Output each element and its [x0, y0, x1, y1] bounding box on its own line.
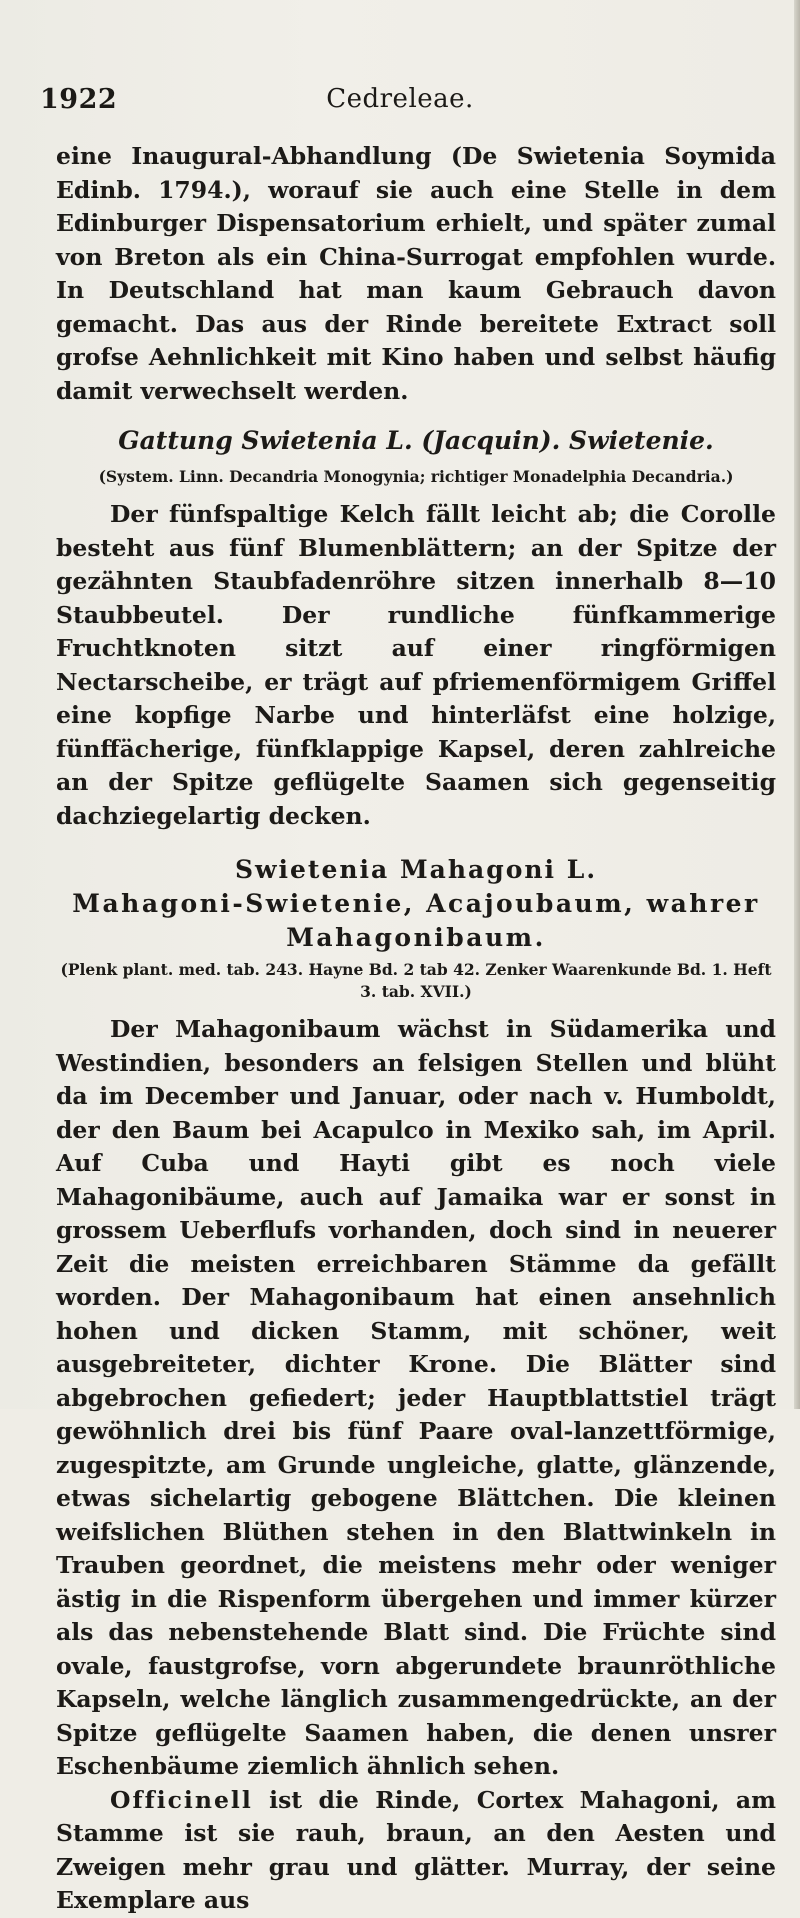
- officinal-label: Officinell: [110, 1785, 253, 1814]
- genus-heading: Gattung Swietenia L. (Jacquin). Swietenie.: [118, 426, 714, 455]
- page-edge: [794, 0, 800, 1409]
- species-description: Der Mahagonibaum wächst in Südamerika und Westindien, besonders an felsigen Stellen und blüht da im December und Januar, oder nach v. Humboldt, der den Baum bei Acapulco in Mexiko sah, im April. Auf Cuba und Hayti gibt es noch viele Mahagonibäume, auch auf Jamaika war er sonst in grossem Ueberflufs vorhanden, doch sind in neuerer Zeit die meisten erreichbaren Stämme da gefällt worden. Der Mahagonibaum hat einen ansehnlich hohen und dicken Stamm, mit schöner, weit ausgebreiteter, dichter Krone. Die Blätter sind abgebrochen gefiedert; jeder Hauptblattstiel trägt gewöhnlich drei bis fünf Paare oval-lanzettförmige, zugespitzte, am Grunde ungleiche, glatte, glänzende, etwas sichelartig gebogene Blättchen. Die kleinen weifslichen Blüthen stehen in den Blattwinkeln in Trauben geordnet, die meistens mehr oder weniger ästig in die Rispenform übergehen und immer kürzer als das nebenstehende Blatt sind. Die Früchte sind ovale, faustgrofse, vorn abgerundete braunröthliche Kapseln, welche länglich zusammengedrückte, an der Spitze geflügelte Saamen haben, die denen unsrer Eschenbäume ziemlich ähnlich sehen.: [56, 1015, 776, 1780]
- page-body: [56, 140, 776, 1918]
- species-heading: Swietenia Mahagoni L.: [234, 855, 598, 884]
- genus-description: Der fünfspaltige Kelch fällt leicht ab; die Corolle besteht aus fünf Blumenblättern; an der Spitze der gezähnten Staubfadenröhre sitzen innerhalb 8—10 Staubbeutel. Der rundliche fünfkammerige Fruchtknoten sitzt auf einer ringförmigen Nectarscheibe, er trägt auf pfriemenförmigem Griffel eine kopfige Narbe und hinterläfst eine holzige, fünffächerige, fünfklappige Kapsel, deren zahlreiche an der Spitze geflügelte Saamen sich gegenseitig dachziegelartig decken.: [56, 500, 776, 830]
- intro-paragraph: eine Inaugural-Abhandlung (De Swietenia Soymida Edinb. 1794.), worauf sie auch eine Stelle in dem Edinburger Dispensatorium erhielt, und später zumal von Breton als ein China-Surrogat empfohlen wurde. In Deutschland hat man kaum Gebrauch davon gemacht. Das aus der Rinde bereitete Extract soll grofse Aehnlichkeit mit Kino haben und selbst häufig damit verwechselt werden.: [56, 142, 776, 405]
- species-references: (Plenk plant. med. tab. 243. Hayne Bd. 2 tab 42. Zenker Waarenkunde Bd. 1. Heft 3. tab. XVII.): [60, 960, 772, 1001]
- species-common-names: Mahagoni-Swietenie, Acajoubaum, wahrer Mahagonibaum.: [72, 889, 760, 952]
- officinal-paragraph: [56, 1784, 776, 1918]
- page-number: 1922: [40, 84, 118, 115]
- officinal-text: ist die Rinde, Cortex Mahagoni, am Stamme ist sie rauh, braun, an den Aesten und Zweigen mehr grau und glätter. Murray, der seine Exemplare aus: [56, 1785, 777, 1914]
- genus-system-note: (System. Linn. Decandria Monogynia; richtiger Monadelphia Decandria.): [98, 467, 734, 486]
- page-header: [40, 84, 760, 124]
- running-head: Cedreleae.: [326, 84, 474, 114]
